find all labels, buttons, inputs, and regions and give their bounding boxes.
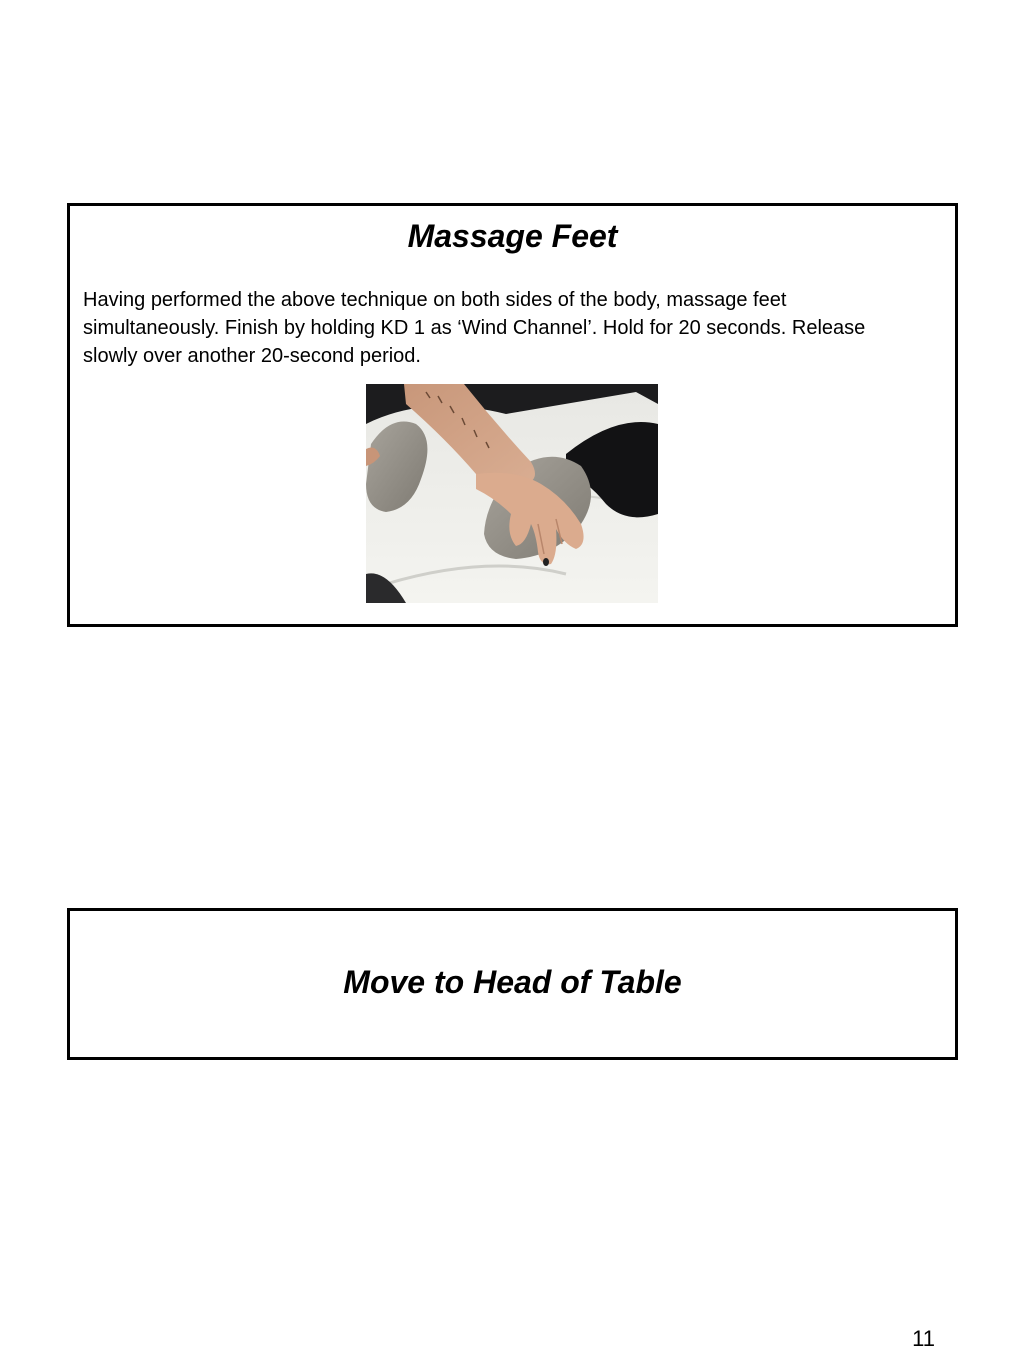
massage-feet-panel bbox=[67, 203, 958, 627]
page-number: 11 bbox=[912, 1326, 935, 1351]
massage-feet-instructions: Having performed the above technique on both sides of the body, massage feet simultaneously. Finish by holding KD 1 as ‘Wind Channel’. Hold for 20 seconds. Release slowly over another 20-second period. bbox=[83, 289, 866, 367]
massage-feet-title: Massage Feet bbox=[407, 218, 618, 254]
move-to-head-title: Move to Head of Table bbox=[343, 964, 682, 1000]
foot-massage-photo bbox=[366, 384, 658, 603]
move-to-head-panel bbox=[67, 908, 958, 1060]
